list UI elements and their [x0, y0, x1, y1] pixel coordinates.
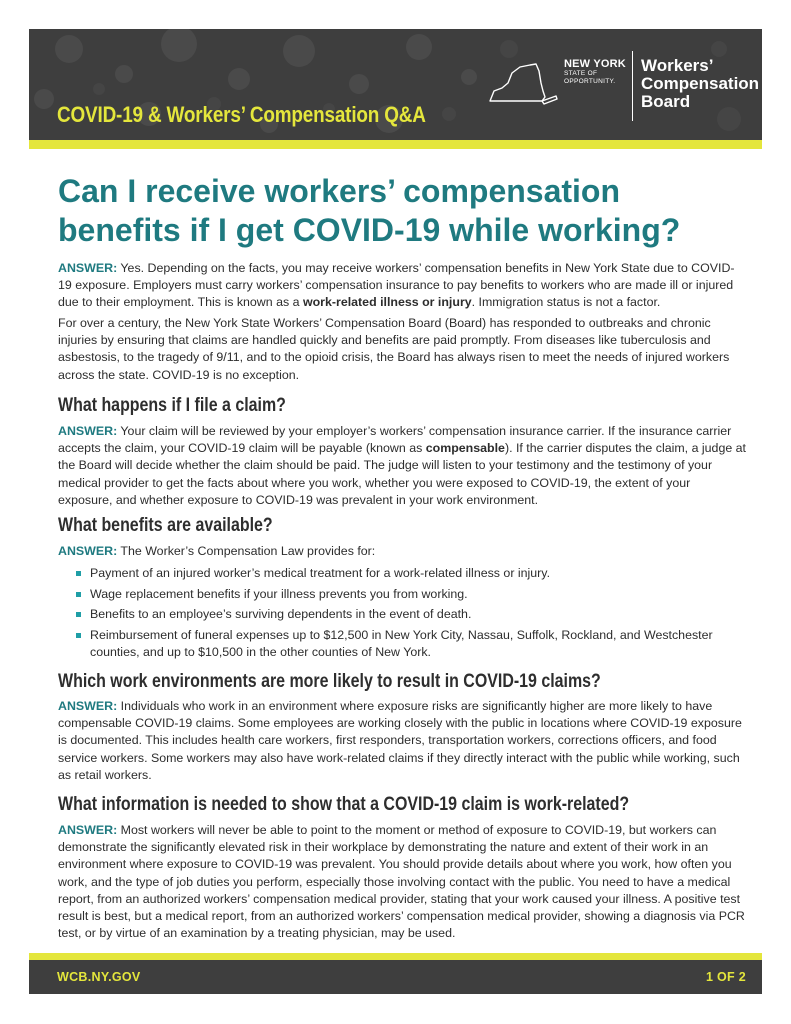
header-title: COVID-19 & Workers’ Compensation Q&A: [57, 102, 426, 127]
nys-line-2: STATE OF: [564, 70, 598, 77]
nys-line-3: OPPORTUNITY.: [564, 77, 616, 85]
benefits-list: [76, 565, 746, 664]
page-title: Can I receive workers’ compensation benefits if I get COVID-19 while working?: [58, 173, 681, 248]
section-answer: [58, 822, 748, 942]
list-item: [76, 586, 746, 603]
bullet-icon: [76, 571, 81, 576]
agency-name: [641, 57, 759, 111]
bullet-icon: [76, 612, 81, 617]
answer-label: ANSWER:: [58, 699, 118, 713]
intro-text-bold: work-related illness or injury: [302, 295, 472, 310]
intro-text-b: . Immigration status is not a factor.: [471, 295, 661, 310]
answer-text: Individuals who work in an environment where exposure risks are significantly higher are more likely to have compensable COVID-19 claims. Some employees are working closely with the public in locations where COVID-19 exposure is documented. This includes health care workers, first responders, transportation workers, corrections officers, and food service workers. Some workers may also have work-related claims if they directly interact with the public while working, such as retail workers.: [58, 699, 742, 782]
list-item-text: Payment of an injured worker’s medical treatment for a work-related illness or injury.: [90, 566, 551, 580]
nys-wcb-logo: [484, 51, 760, 121]
answer-text-bold: compensable: [425, 441, 505, 456]
bullet-icon: [76, 633, 81, 638]
section-answer: [58, 423, 748, 509]
intro-answer: [58, 260, 748, 312]
question-heading: What benefits are available?: [58, 515, 273, 536]
header-accent-band: [29, 140, 762, 149]
list-item: [76, 565, 746, 582]
list-item-text: Reimbursement of funeral expenses up to $12,500 in New York City, Nassau, Suffolk, Rockland, and Westchester counties, and up to $10,500 in the other counties of New York.: [90, 627, 713, 659]
bullet-icon: [76, 592, 81, 597]
new-york-state-map-icon: [484, 61, 560, 111]
agency-line-3: Board: [641, 92, 691, 111]
nys-line-1: NEW YORK: [564, 58, 626, 70]
page-number: 1 OF 2: [705, 970, 746, 984]
answer-label: ANSWER:: [58, 544, 118, 558]
section-answer: [58, 543, 748, 560]
list-item: [76, 606, 746, 623]
question-heading: What happens if I file a claim?: [58, 395, 286, 416]
footer: [29, 960, 762, 994]
list-item: [76, 627, 746, 661]
header-banner: [29, 29, 762, 140]
answer-label: ANSWER:: [58, 261, 118, 275]
intro-paragraph: For over a century, the New York State Workers’ Compensation Board (Board) has responded to outbreaks and chronic injuries by ensuring that claims are handled quickly and benefits are paid promptly. From diseases like tuberculosis and asbestosis, to the tragedy of 9/11, and to the opioid crisis, the Board has always risen to meet the needs of injured workers across the state. COVID-19 is no exception.: [58, 316, 730, 382]
website-link[interactable]: WCB.NY.GOV: [57, 970, 141, 984]
intro-text-a: Yes. Depending on the facts, you may receive workers’ compensation benefits in New York State due to COVID-19 exposure. Employers must carry workers’ compensation insurance to pay benefits to workers who are made ill or injured due to their employment. This is known as a: [58, 261, 735, 310]
question-heading: Which work environments are more likely to result in COVID-19 claims?: [58, 671, 601, 692]
list-item-text: Benefits to an employee’s surviving dependents in the event of death.: [90, 607, 472, 621]
answer-label: ANSWER:: [58, 424, 118, 438]
nys-wordmark: [564, 59, 626, 85]
answer-text: Most workers will never be able to point to the moment or method of exposure to COVID-19, but workers can demonstrate the significantly elevated risk in their workplace by demonstrating the nature and extent of their work in an environment where exposure to COVID-19 was prevalent. You should provide details about where you work, how often you work, and the type of job duties you perform, especially those involving contact with the public. You need to have a medical report, from an authorized workers’ compensation medical provider, stating that your work caused your illness. A positive test result is best, but a medical report, from an authorized workers’ compensation medical provider, showing a diagnosis via PCR test, or by virtue of an examination by a treating physician, may be used.: [58, 823, 745, 941]
logo-divider: [632, 51, 633, 121]
answer-text-a: Your claim will be reviewed by your employer’s workers’ compensation insurance carrier. If the insurance carrier accepts the claim, your COVID-19 claim will be payable (known as: [58, 424, 732, 456]
question-heading: What information is needed to show that a COVID-19 claim is work-related?: [58, 794, 630, 815]
section-answer: [58, 698, 748, 784]
list-item-text: Wage replacement benefits if your illness prevents you from working.: [90, 586, 468, 601]
agency-line-1: Workers’: [641, 56, 714, 75]
answer-text: The Worker’s Compensation Law provides for:: [117, 544, 376, 558]
answer-label: ANSWER:: [58, 823, 118, 837]
footer-accent-band: [29, 953, 762, 960]
agency-line-2: Compensation: [641, 74, 760, 93]
answer-text-b: ). If the carrier disputes the claim, a judge at the Board will decide whether the claim should be paid. The judge will listen to your testimony and the testimony of your medical provider to get the facts about where you work, whether you were exposed to COVID-19, the extent of your exposure, and whether exposure to COVID-19 was prevalent in your work environment.: [58, 441, 746, 507]
